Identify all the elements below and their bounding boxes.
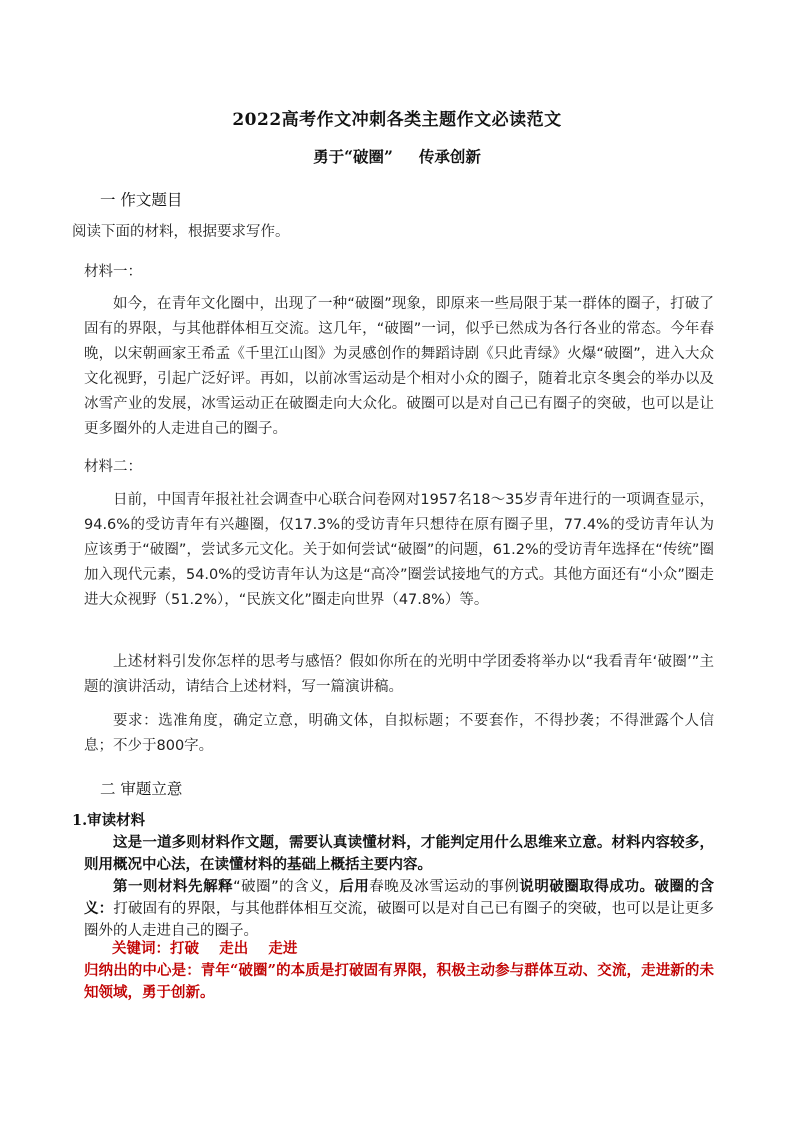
page-title: 2022高考作文冲刺各类主题作文必读范文 bbox=[232, 110, 562, 130]
material-1-text: 如今，在青年文化圈中，出现了一种“破圈”现象，即原来一些局限于某一群体的圈子，打破了固有的界限，与其他群体相互交流。这几年，“破圈”一词，似乎已然成为各行各业的常态。今年春晚，以宋朝画家王希孟《千里江山图》为灵感创作的舞蹈诗剧《只此青绿》火爆“破圈”，进入大众文化视野，引起广泛好评。再如，以前冰雪运动是个相对小众的圈子，随着北京冬奥会的举办以及冰雪产业的发展，冰雪运动正在破圈走向大众化。破圈可以是对自己已有圈子的突破，也可以是让更多圈外的人走进自己的圈子。 bbox=[84, 296, 714, 437]
material-2-label: 材料二： bbox=[84, 459, 142, 475]
p2-normal-a: “破圈”的含义， bbox=[233, 879, 340, 895]
center-idea: 归纳出的中心是：青年“破圈”的本质是打破固有界限，积极主动参与群体互动、交流，走进新的未知领域，勇于创新。 bbox=[84, 962, 714, 1001]
p2-normal-c: 打破固有的界限，与其他群体相互交流，破圈可以是对自己已有圈子的突破，也可以是让更多圈外的人走进自己的圈子。 bbox=[84, 901, 714, 939]
instruction-text: 阅读下面的材料，根据要求写作。 bbox=[72, 224, 290, 240]
p2-normal-b: 春晚及冰雪运动的事例 bbox=[369, 879, 520, 895]
p2-bold-b: 后用 bbox=[339, 878, 370, 895]
p2-bold-a: 第一则材料先解释 bbox=[113, 878, 234, 895]
subsection-heading: 1.审读材料 bbox=[72, 812, 146, 829]
section-heading-analysis: 二 审题立意 bbox=[100, 780, 183, 798]
analysis-paragraph-1: 这是一道多则材料作文题，需要认真读懂材料，才能判定用什么思维来立意。材料内容较多，则用概况中心法，在读懂材料的基础上概括主要内容。 bbox=[84, 834, 714, 873]
material-1-label: 材料一： bbox=[84, 264, 142, 280]
writing-prompt: 上述材料引发你怎样的思考与感悟？假如你所在的光明中学团委将举办以“我看青年‘破圈’”主题的演讲活动，请结合上述材料，写一篇演讲稿。 bbox=[84, 654, 714, 695]
subtitle-part-b: 传承创新 bbox=[418, 147, 481, 166]
subtitle-part-a: 勇于“破圈” bbox=[313, 147, 393, 166]
keywords-line: 关键词：打破 走出 走进 bbox=[112, 940, 298, 957]
analysis-paragraph-2 bbox=[84, 876, 714, 942]
p2-bold-c: 说明破圈取得成功。破圈的含义： bbox=[84, 878, 715, 917]
page-subtitle bbox=[0, 145, 794, 167]
section-heading-topic: 一 作文题目 bbox=[100, 191, 183, 209]
material-2-text: 日前，中国青年报社社会调查中心联合问卷网对1957名18～35岁青年进行的一项调查显示，94.6%的受访青年有兴趣圈，仅17.3%的受访青年只想待在原有圈子里，77.4%的受访青年认为应该勇于“破圈”，尝试多元文化。关于如何尝试“破圈”的问题，61.2%的受访青年选择在“传统”圈加入现代元素，54.0%的受访青年认为这是“高冷”圈尝试接地气的方式。其他方面还有“小众”圈走进大众视野（51.2%），“民族文化”圈走向世界（47.8%）等。 bbox=[84, 492, 714, 608]
writing-requirements: 要求：选准角度，确定立意，明确文体，自拟标题；不要套作，不得抄袭；不得泄露个人信息；不少于800字。 bbox=[84, 713, 714, 754]
